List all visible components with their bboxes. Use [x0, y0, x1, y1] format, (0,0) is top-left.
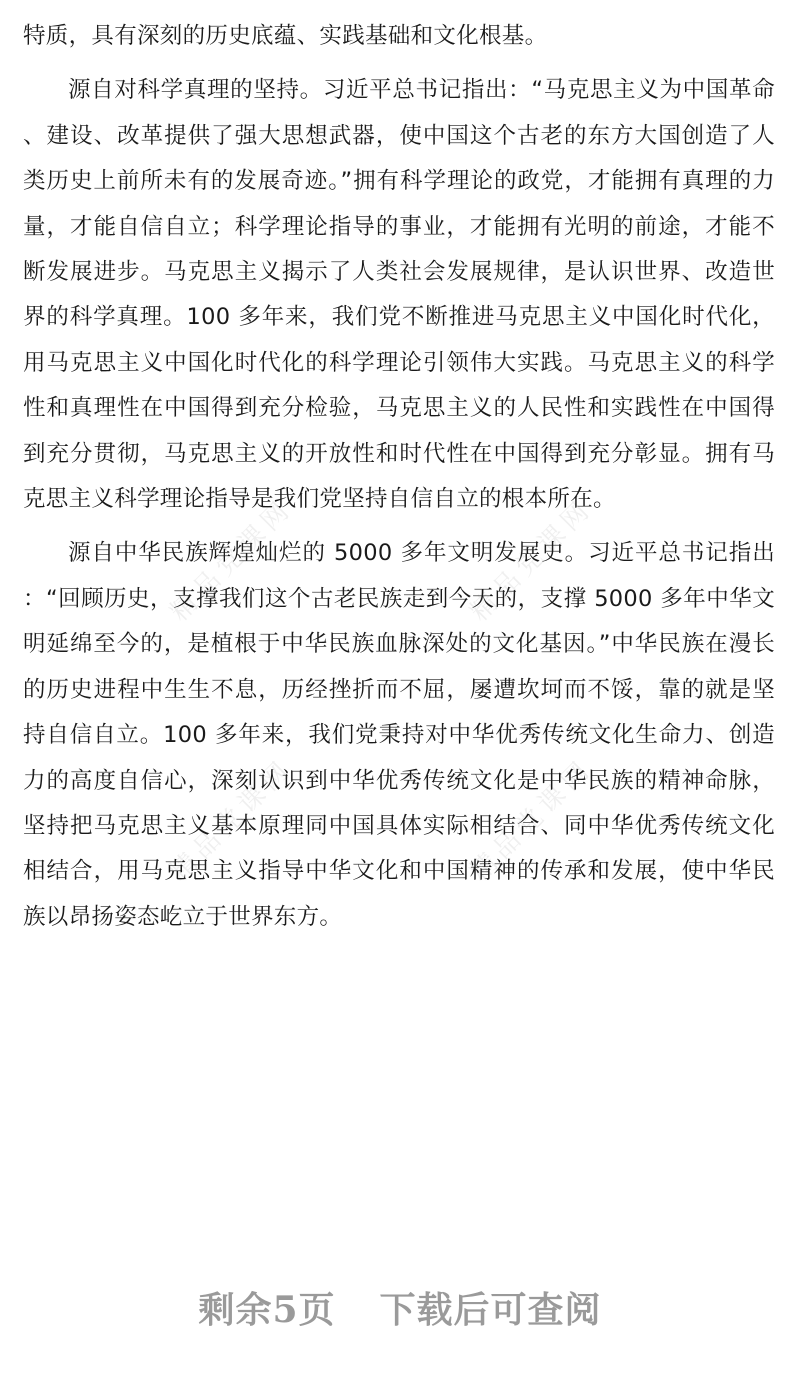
watermark: 精品党课网: [164, 493, 299, 628]
paragraph-civilization-history: 源自中华民族辉煌灿烂的 5000 多年文明发展史。习近平总书记指出：“回顾历史，支撑我们这个古老民族走到今天的，支撑 5000 多年中华文明延绵至今的，是植根于中华民族血脉深处的文化基因。”中华民族在漫长的历史进程中生生不息，历经挫折而不屈，屡遭坎坷而不馁，靠的就是坚持自信自立。100 多年来，我们党秉持对中华优秀传统文化生命力、创造力的高度自信心，深刻认识到中华优秀传统文化是中华民族的精神命脉，坚持把马克思主义基本原理同中国具体实际相结合、同中华优秀传统文化相结合，用马克思主义指导中华文化和中国精神的传承和发展，使中华民族以昂扬姿态屹立于世界东方。: [23, 540, 775, 930]
watermark: 精品党课网: [464, 493, 599, 628]
download-banner[interactable]: [0, 1282, 800, 1333]
watermark: 精品党课网: [464, 753, 599, 888]
paragraph-scientific-truth: 源自对科学真理的坚持。习近平总书记指出：“马克思主义为中国革命、建设、改革提供了强大思想武器，使中国这个古老的东方大国创造了人类历史上前所未有的发展奇迹。”拥有科学理论的政党，才能拥有真理的力量，才能自信自立；科学理论指导的事业，才能拥有光明的前途，才能不断发展进步。马克思主义揭示了人类社会发展规律，是认识世界、改造世界的科学真理。100 多年来，我们党不断推进马克思主义中国化时代化，用马克思主义中国化时代化的科学理论引领伟大实践。马克思主义的科学性和真理性在中国得到充分检验，马克思主义的人民性和实践性在中国得到充分贯彻，马克思主义的开放性和时代性在中国得到充分彰显。拥有马克思主义科学理论指导是我们党坚持自信自立的根本所在。: [23, 77, 775, 513]
document-body: [23, 14, 775, 940]
watermark: 精品党课网: [164, 753, 299, 888]
paragraph-continuation: 特质，具有深刻的历史底蕴、实践基础和文化根基。: [23, 23, 548, 49]
remaining-pages-label: 剩余5页: [198, 1289, 336, 1331]
download-prompt-label: 下载后可查阅: [379, 1289, 602, 1331]
